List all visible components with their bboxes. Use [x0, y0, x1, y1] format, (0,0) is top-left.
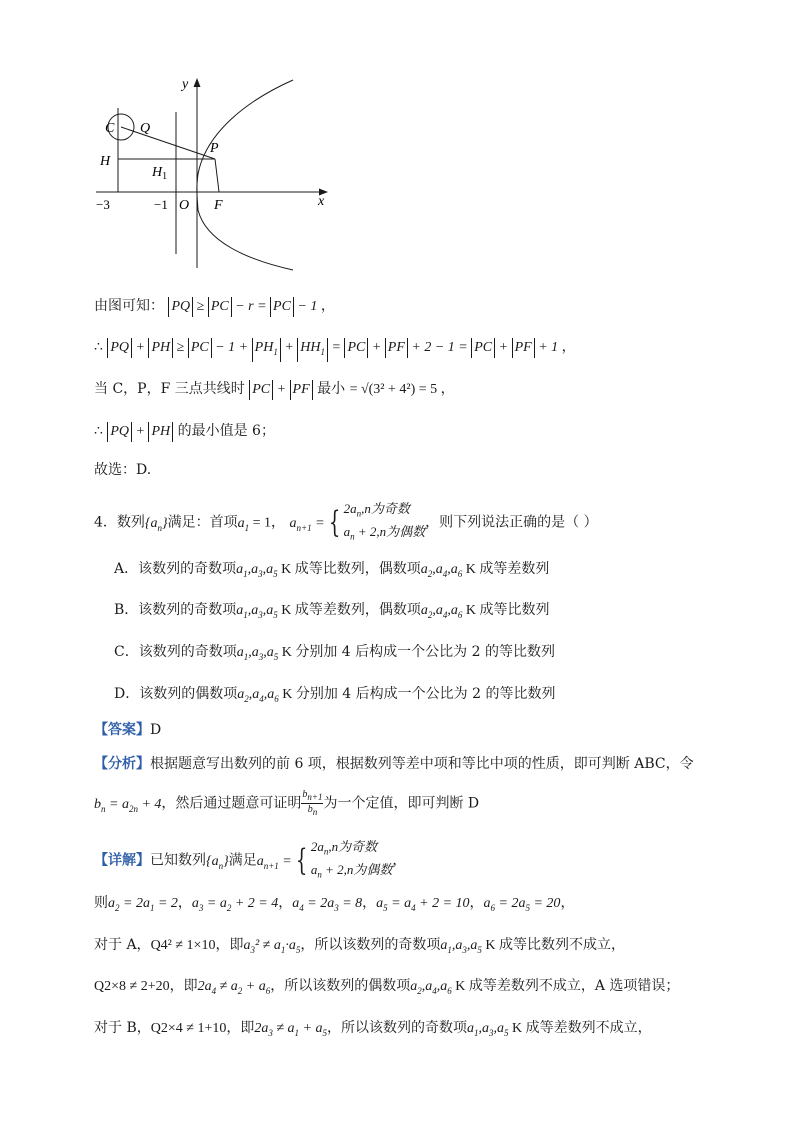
solution-line-4: ∴ PQ + PH 的最小值是 6；: [94, 421, 275, 442]
detail-line-3: 对于 A，Q4² ≠ 1×10，即$a_3^2 \ne a_1\cdot a_5$，所以该数列的奇数项$a_1,a_3,a_5$ K 成等比数列不成立，: [94, 937, 625, 955]
label-neg3: −3: [96, 197, 110, 212]
segment-cp: [121, 127, 215, 159]
solution-line-2: ∴ PQ + PH ≥ PC − $1 + PH_1 + HH_1$ = PC + PF + 2 − 1 = PC + PF + 1 ，: [94, 337, 576, 362]
detail-line-4: Q2×8 ≠ 2+20，即$2a_4 \ne a_2 + a_6$，所以该数列的偶数项$a_2,a_4,a_6$ K 成等差数列不成立，A 选项错误；: [94, 978, 680, 996]
label-h: H: [100, 154, 111, 169]
analysis-line-2: $b_n = a_{2n} + 4$，然后通过题意可证明 $\frac{b_{n+1}}{b_n}$ 为一个定值，即可判断 D: [94, 789, 480, 817]
option-d[interactable]: D．该数列的偶数项$a_2,a_4,a_6$ K 分别加 4 后构成一个公比为 2 的等比数列: [114, 686, 556, 704]
analysis-line-1: 【分析】根据题意写出数列的前 6 项，根据数列等差中项和等比中项的性质，即可判断 ABC，令: [94, 756, 694, 772]
solution-line-5: 故选：D.: [94, 462, 152, 478]
label-q: Q: [140, 121, 151, 136]
answer-line: 【答案】D: [94, 722, 162, 738]
label-o: O: [179, 198, 190, 213]
label-y: y: [182, 77, 189, 92]
detail-line-5: 对于 B，Q2×4 ≠ 1+10，即$2a_3 \ne a_1 + a_5$，所以该数列的奇数项$a_1,a_3,a_5$ K 成等差数列不成立，: [94, 1020, 652, 1038]
question-4: 4．数列$\{a_n\}$满足：首项$a_1 = 1$， $a_{n+1}$ = { $2a_n,n$为奇数 $a_n + 2,n$为偶数，则下列说法正确的是（ ）: [94, 501, 598, 542]
label-p: P: [210, 141, 219, 156]
solution-line-1: 由图可知： PQ ≥ PC − r = PC − 1 ，: [94, 296, 335, 317]
parabola-curve: [197, 80, 293, 270]
parabola-figure: [88, 72, 338, 277]
label-h1: $H_1$: [152, 165, 168, 182]
label-c: C: [105, 121, 115, 136]
option-a[interactable]: A．该数列的奇数项$a_1,a_3,a_5$ K 成等比数列，偶数项$a_2,a_4,a_6$ K 成等差数列: [114, 561, 550, 579]
solution-line-3: 当 C，P，F 三点共线时 PC + PF 最小 = √(3² + 4²) = 5 ，: [94, 379, 455, 400]
option-c[interactable]: C．该数列的奇数项$a_1,a_3,a_5$ K 分别加 4 后构成一个公比为 2 的等比数列: [114, 644, 555, 662]
label-f: F: [214, 198, 223, 213]
label-x: x: [318, 194, 325, 209]
segment-pf: [215, 159, 219, 192]
y-axis-arrow: [194, 78, 201, 87]
option-b[interactable]: B．该数列的奇数项$a_1,a_3,a_5$ K 成等差数列，偶数项$a_2,a_4,a_6$ K 成等比数列: [114, 602, 550, 620]
detail-line-1: 【详解】已知数列$\{a_n\}$满足$a_{n+1}$ = { $2a_n,n$为奇数 $a_n + 2,n$为偶数，: [94, 839, 407, 880]
detail-line-2: 则$a_2 = 2a_1 = 2$，$a_3 = a_2 + 2 = 4$，$a_4 = 2a_3 = 8$，$a_5 = a_4 + 2 = 10$，$a_6 = 2a_5 = 20$，: [94, 895, 575, 913]
label-neg1: −1: [154, 197, 168, 212]
